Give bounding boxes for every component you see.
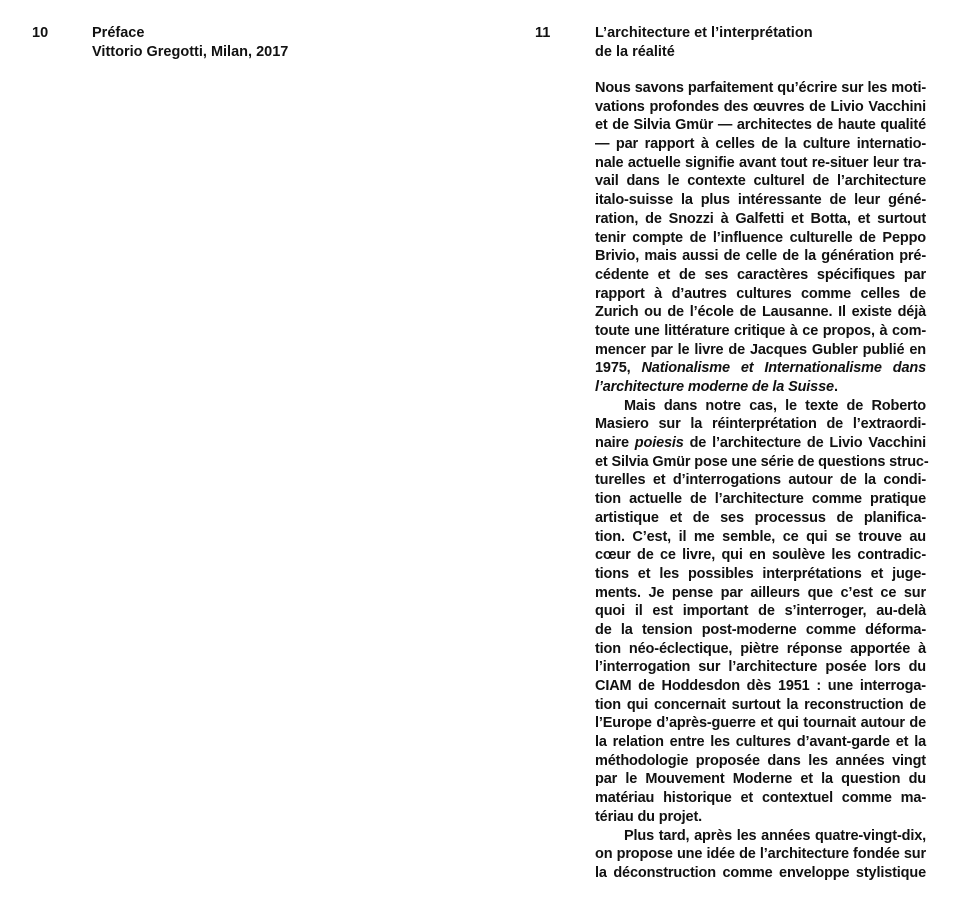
text-line: matériau historique et contextuel comme ma- xyxy=(595,790,926,807)
text-line: Zurich ou de l’école de Lausanne. Il existe déjà xyxy=(595,304,926,321)
text-line: et Silvia Gmür pose une série de questions struc- xyxy=(595,453,929,470)
text-line: CIAM de Hoddesdon dès 1951 : une interroga- xyxy=(595,678,926,694)
text-line: tion. C’est, il me semble, ce qui se trouve au xyxy=(595,528,926,545)
text-line: tion actuelle de l’architecture comme pratique xyxy=(595,491,926,508)
text-line: et de Silvia Gmür — architectes de haute qualité xyxy=(595,117,926,134)
text-line: Masiero sur la réinterprétation de l’extraordi- xyxy=(595,416,926,433)
text-run: de l’architecture de Livio Vacchini xyxy=(683,435,926,452)
text-line: par le Mouvement Moderne et la question du xyxy=(595,771,926,788)
text-line: tion néo-éclectique, piètre réponse apportée à xyxy=(595,640,926,657)
text-line: artistique et de ses processus de planifica- xyxy=(595,509,926,526)
text-run: . xyxy=(833,379,838,395)
italic-term: poiesis xyxy=(634,435,684,452)
text-line xyxy=(595,359,926,378)
chapter-title-line: L’architecture et l’interprétation xyxy=(595,25,813,41)
text-line: Mais dans notre cas, le texte de Roberto xyxy=(624,397,926,414)
text-line: vail dans le contexte culturel de l’architecture xyxy=(595,173,926,190)
text-line: cédente et de ses caractères spécifiques par xyxy=(595,266,926,283)
text-line: ments. Je pense par ailleurs que c’est ce sur xyxy=(595,584,926,601)
text-line: quoi il est important de s’interroger, au-delà xyxy=(595,603,926,620)
text-line: vations profondes des œuvres de Livio Vacchini xyxy=(595,98,926,115)
text-line: cœur de ce livre, qui en soulève les contradic- xyxy=(595,547,926,564)
left-page-number: 10 xyxy=(32,25,49,41)
left-page-header xyxy=(92,24,288,61)
text-line: l’Europe d’après-guerre et qui tournait autour de xyxy=(595,715,926,732)
text-line: tion qui concernait surtout la reconstruction de xyxy=(595,696,926,713)
text-line: l’interrogation sur l’architecture posée lors du xyxy=(595,659,926,676)
text-line: la relation entre les cultures d’avant-garde et la xyxy=(595,734,926,751)
text-line: italo-suisse la plus intéressante de leur géné- xyxy=(595,192,926,209)
italic-book-title: l’architecture moderne de la Suisse xyxy=(595,379,834,395)
text-line: tions et les possibles interprétations et juge- xyxy=(595,565,926,582)
text-line: de la tension post-moderne comme déforma- xyxy=(595,621,926,638)
text-line: on propose une idée de l’architecture fondée sur xyxy=(595,846,926,863)
right-page-header xyxy=(595,24,813,61)
text-line: nale actuelle signifie avant tout re-situer leur tra- xyxy=(595,154,926,171)
text-line: Brivio, mais aussi de celle de la génération pré- xyxy=(595,248,926,265)
text-line: Plus tard, après les années quatre-vingt-dix, xyxy=(624,827,926,844)
text-line: méthodologie proposée dans les années vingt xyxy=(595,752,926,769)
chapter-title-line: de la réalité xyxy=(595,43,675,60)
section-title: Préface xyxy=(92,25,145,41)
text-line: tenir compte de l’influence culturelle de Peppo xyxy=(595,229,926,246)
text-line xyxy=(595,378,926,397)
right-page-number: 11 xyxy=(535,25,551,41)
text-line: toute une littérature critique à ce propos, à com- xyxy=(595,322,926,339)
italic-book-title: Nationalisme et Internationalisme dans xyxy=(641,360,926,377)
text-line: ration, de Snozzi à Galfetti et Botta, et surtout xyxy=(595,210,926,227)
text-line: Nous savons parfaitement qu’écrire sur les moti- xyxy=(595,80,926,96)
text-run: naire xyxy=(595,435,635,452)
text-line: rapport à d’autres cultures comme celles de xyxy=(595,285,926,302)
text-line: — par rapport à celles de la culture internatio- xyxy=(595,136,926,153)
text-line xyxy=(595,434,926,453)
text-line: la déconstruction comme enveloppe stylistique xyxy=(595,864,926,881)
text-run: 1975, xyxy=(595,360,642,377)
text-line: mencer par le livre de Jacques Gubler publié en xyxy=(595,341,926,358)
body-text xyxy=(595,79,929,883)
author-line: Vittorio Gregotti, Milan, 2017 xyxy=(92,43,289,60)
text-line: tériau du projet. xyxy=(595,808,703,825)
text-line: turelles et d’interrogations autour de la condi- xyxy=(595,472,926,489)
